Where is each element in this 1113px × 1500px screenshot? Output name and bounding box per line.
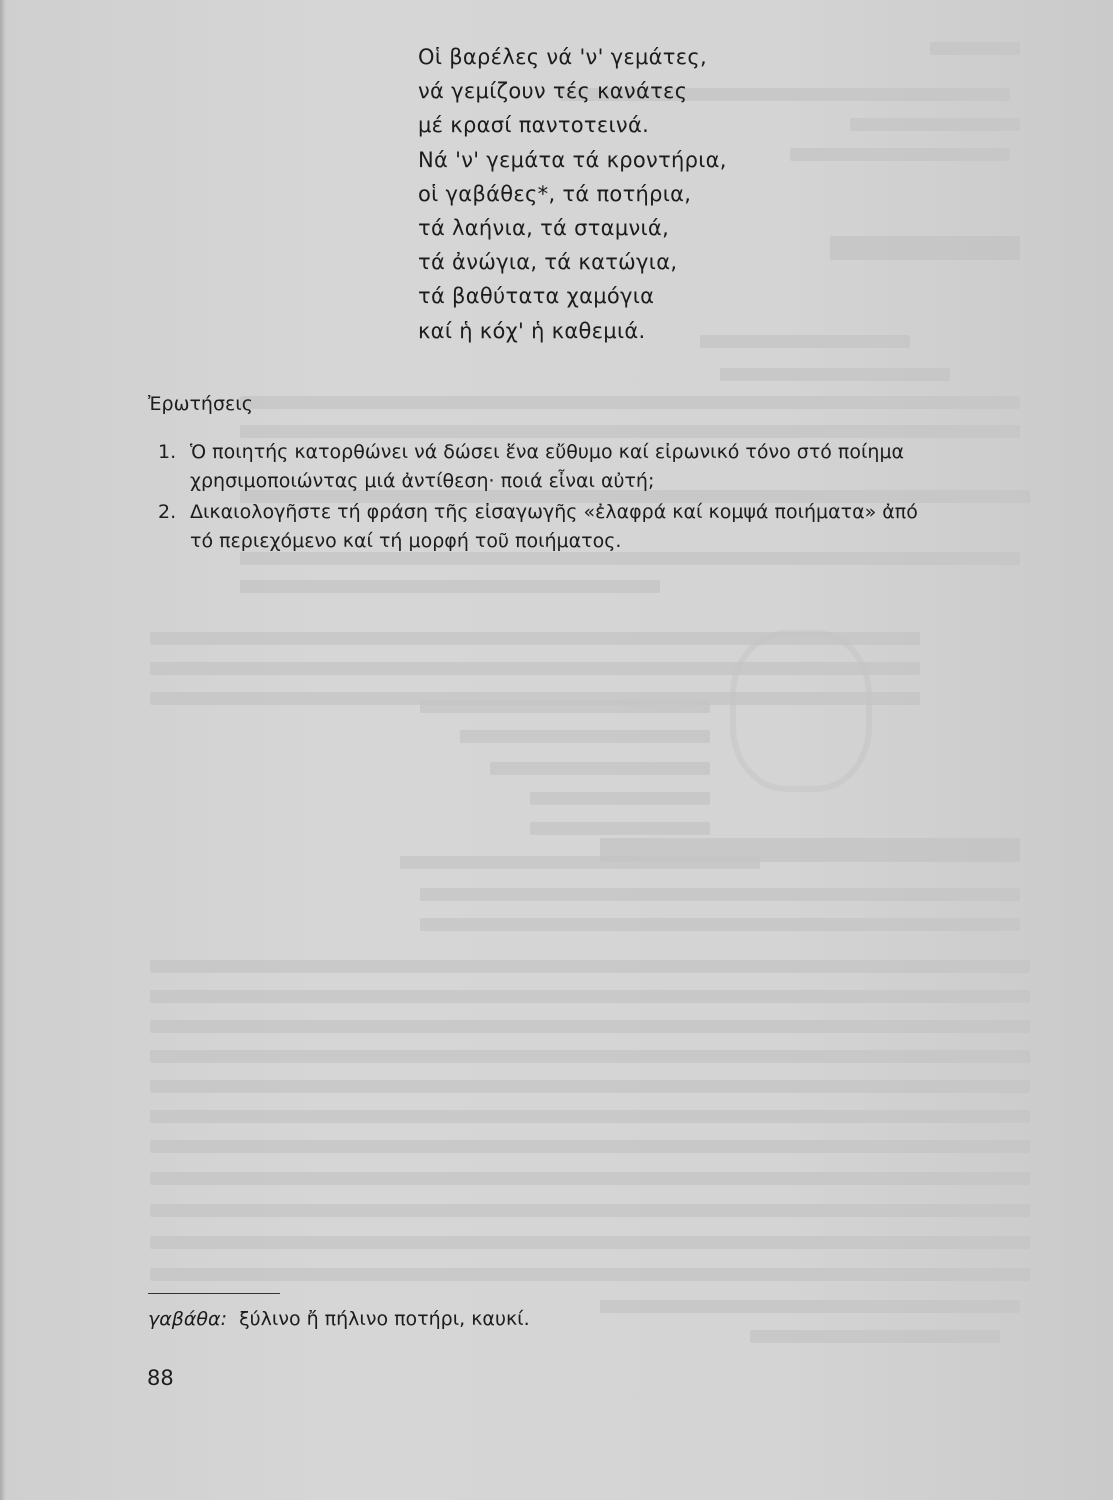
question-text-line: Δικαιολογῆστε τή φράση τῆς εἰσαγωγῆς «ἐλαφρά καί κομψά ποιήματα» ἀπό (190, 501, 918, 523)
footnote-term: γαβάθα: (148, 1308, 227, 1330)
poem-line: Οἱ βαρέλες νά 'ν' γεμάτες, (418, 45, 707, 69)
question-number: 1. (158, 441, 177, 463)
poem-line: καί ἡ κόχ' ἡ καθεμιά. (418, 318, 646, 343)
poem-line: τά ἀνώγια, τά κατώγια, (418, 250, 678, 275)
poem-line: νά γεμίζουν τές κανάτες (418, 79, 688, 104)
page-edge-shadow (0, 0, 6, 1500)
page-number: 88 (147, 1366, 174, 1390)
question-text-line: τό περιεχόμενο καί τή μορφή τοῦ ποιήματος. (190, 530, 622, 552)
question-item (158, 498, 1038, 556)
poem-line: μέ κρασί παντοτεινά. (418, 113, 650, 138)
poem-line: οἱ γαβάθες*, τά ποτήρια, (418, 181, 692, 206)
poem (418, 40, 727, 348)
footnote (148, 1306, 530, 1332)
poem-line: Νά 'ν' γεμάτα τά κροντήρια, (418, 147, 727, 172)
questions-list (158, 438, 1038, 558)
questions-heading: Ἐρωτήσεις (148, 393, 253, 415)
question-text-line: χρησιμοποιώντας μιά ἀντίθεση· ποιά εἶναι αὐτή; (190, 470, 655, 492)
poem-line: τά βαθύτατα χαμόγια (418, 284, 655, 309)
footnote-divider (148, 1293, 280, 1294)
question-text-line: Ὁ ποιητής κατορθώνει νά δώσει ἕνα εὔθυμο καί εἰρωνικό τόνο στό ποίημα (190, 441, 905, 463)
footnote-definition: ξύλινο ἤ πήλινο ποτήρι, καυκί. (239, 1308, 530, 1330)
question-number: 2. (158, 501, 177, 523)
poem-line: τά λαήνια, τά σταμνιά, (418, 215, 670, 240)
question-item (158, 438, 1038, 496)
